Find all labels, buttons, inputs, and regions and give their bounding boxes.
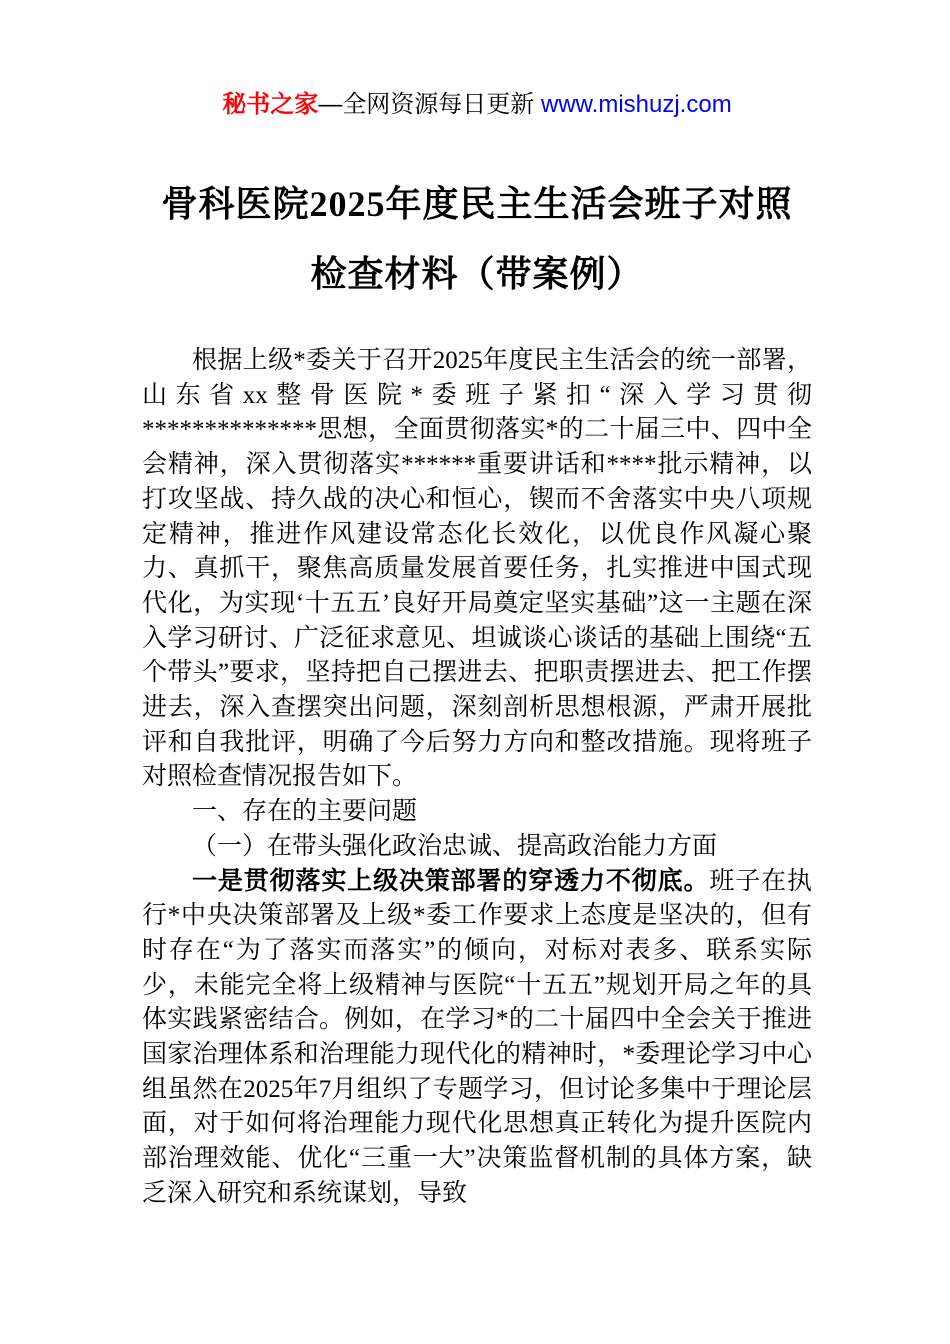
header-tagline: —全网资源每日更新: [318, 91, 541, 118]
issue-1-bold-lead: 一是贯彻落实上级决策部署的穿透力不彻底。: [192, 867, 710, 895]
document-title: [142, 169, 812, 309]
site-header: [142, 88, 812, 121]
issue-1-text: 班子在执行*中央决策部署及上级*委工作要求上态度是坚决的，但有时存在“为了落实而落实”的倾向，对标对表多、联系实际少，未能完全将上级精神与医院“十五五”规划开局之年的具体实践紧密结合。例如，在学习*的二十届四中全会关于推进国家治理体系和治理能力现代化的精神时，*委理论学习中心组虽然在2025年7月组织了专题学习，但讨论多集中于理论层面，对于如何将治理能力现代化思想真正转化为提升医院内部治理效能、优化“三重一大”决策监督机制的具体方案，缺乏深入研究和系统谋划，导致: [142, 867, 812, 1207]
title-line-2: 检查材料（带案例）: [310, 254, 644, 294]
heading-subsection-1: （一）在带头强化政治忠诚、提高政治能力方面: [192, 832, 718, 860]
document-body: [142, 344, 812, 1212]
site-url-link[interactable]: www.mishuzj.com: [540, 91, 732, 118]
site-brand: 秘书之家: [222, 91, 319, 118]
heading-section-1: 一、存在的主要问题: [192, 798, 418, 826]
title-line-1: 骨科医院2025年度民主生活会班子对照: [161, 184, 793, 224]
paragraph-opening: 根据上级*委关于召开2025年度民主生活会的统一部署，山东省xx整骨医院*委班子紧扣“深入学习贯彻**************思想，全面贯彻落实*的二十届三中、四中全会精神，深入贯彻落实******重要讲话和****批示精神，以打攻坚战、持久战的决心和恒心，锲而不舍落实中央八项规定精神，推进作风建设常态化长效化，以优良作风凝心聚力、真抓干，聚焦高质量发展首要任务，扎实推进中国式现代化，为实现‘十五五’良好开局奠定坚实基础”这一主题在深入学习研讨、广泛征求意见、坦诚谈心谈话的基础上围绕“五个带头”要求，坚持把自己摆进去、把职责摆进去、把工作摆进去，深入查摆突出问题，深刻剖析思想根源，严肃开展批评和自我批评，明确了今后努力方向和整改措施。现将班子对照检查情况报告如下。: [142, 347, 812, 791]
paragraph-issue-1: [142, 865, 812, 1212]
